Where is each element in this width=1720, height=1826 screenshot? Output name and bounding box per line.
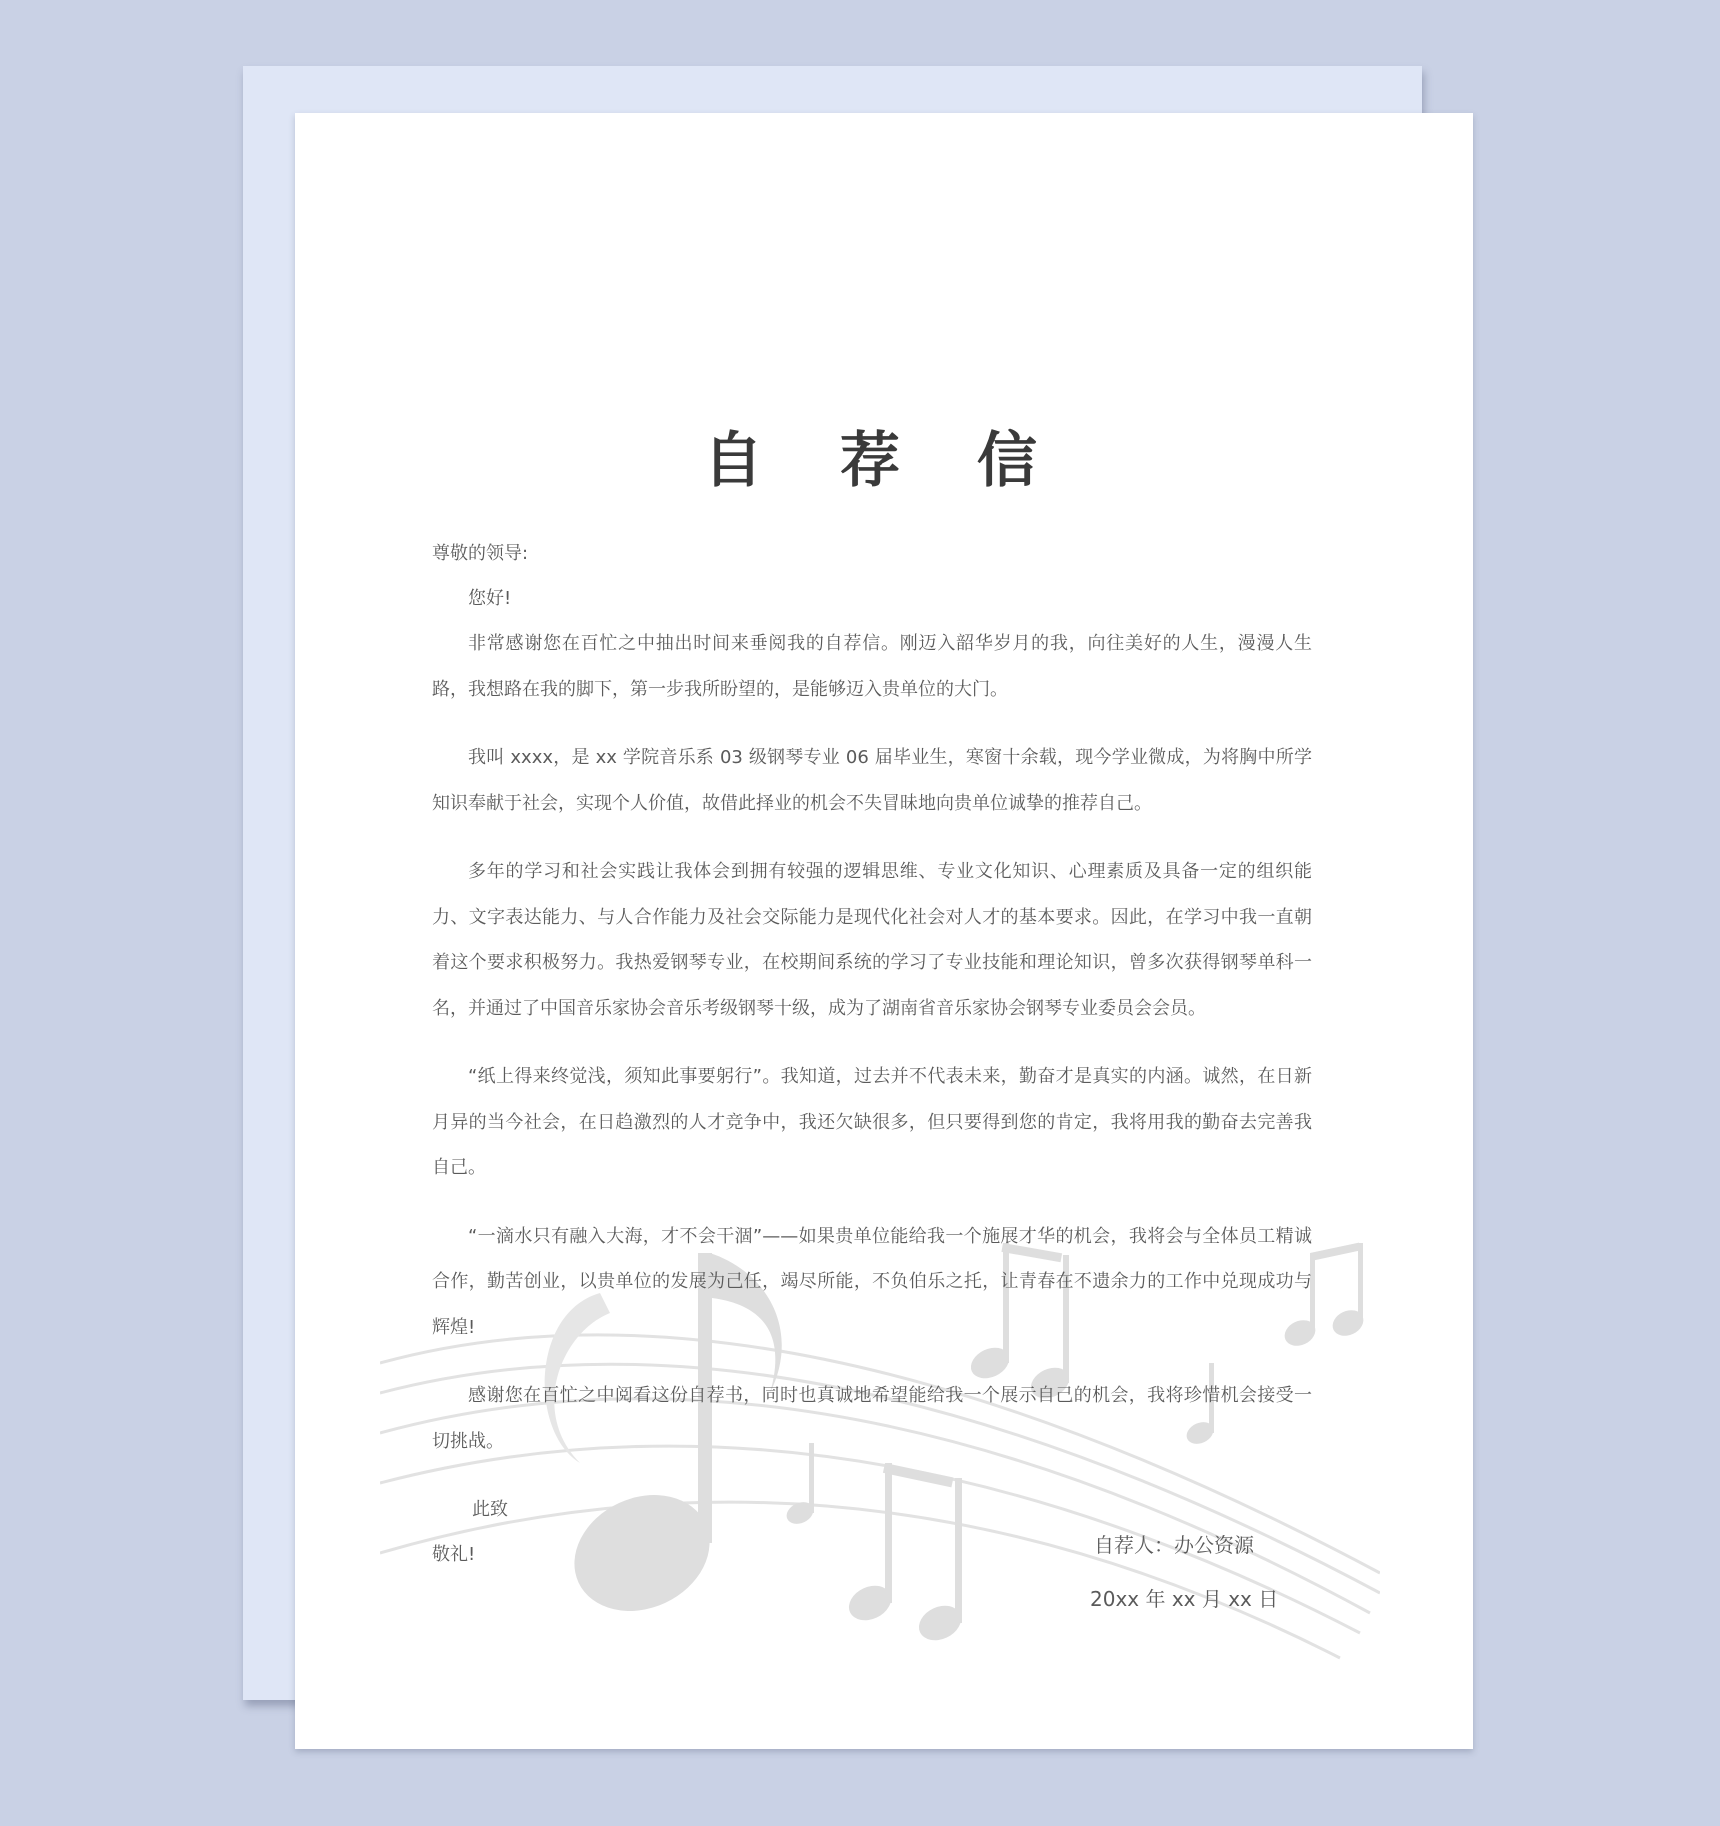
closing-regards: 敬礼!: [432, 1544, 476, 1565]
closing-salutation: 此致: [472, 1499, 508, 1520]
paragraph-2: 我叫 xxxx，是 xx 学院音乐系 03 级钢琴专业 06 届毕业生，寒窗十余载，现今学业微成，为将胸中所学知识奉献于社会，实现个人价值，故借此择业的机会不失冒昧地向贵单位诚挚的推荐自己。: [432, 747, 1312, 814]
paragraph-5: “一滴水只有融入大海，才不会干涸”——如果贵单位能给我一个施展才华的机会，我将会与全体员工精诚合作，勤苦创业，以贵单位的发展为己任，竭尽所能，不负伯乐之托，让青春在不遗余力的工作中兑现成功与辉煌!: [432, 1225, 1312, 1338]
signature-name: 自荐人：办公资源: [1094, 1533, 1254, 1557]
greeting: 您好!: [468, 588, 512, 609]
signature-block: [1090, 1518, 1290, 1626]
paragraph-4: “纸上得来终觉浅，须知此事要躬行”。我知道，过去并不代表未来，勤奋才是真实的内涵。诚然，在日新月异的当今社会，在日趋激烈的人才竞争中，我还欠缺很多，但只要得到您的肯定，我将用我的勤奋去完善我自己。: [432, 1066, 1312, 1178]
paragraph-3: 多年的学习和社会实践让我体会到拥有较强的逻辑思维、专业文化知识、心理素质及具备一定的组织能力、文字表达能力、与人合作能力及社会交际能力是现代化社会对人才的基本要求。因此，在学习中我一直朝着这个要求积极努力。我热爱钢琴专业，在校期间系统的学习了专业技能和理论知识，曾多次获得钢琴单科一名，并通过了中国音乐家协会音乐考级钢琴十级，成为了湖南省音乐家协会钢琴专业委员会会员。: [432, 861, 1312, 1019]
letter-page: [295, 113, 1473, 1749]
page-title: 自 荐 信: [703, 426, 1065, 496]
letter-body: [432, 531, 1312, 1577]
salutation: 尊敬的领导:: [432, 543, 529, 564]
paragraph-6: 感谢您在百忙之中阅看这份自荐书，同时也真诚地希望能给我一个展示自己的机会，我将珍惜机会接受一切挑战。: [432, 1385, 1312, 1452]
signature-date: 20xx 年 xx 月 xx 日: [1090, 1587, 1279, 1611]
paragraph-1: 非常感谢您在百忙之中抽出时间来垂阅我的自荐信。刚迈入韶华岁月的我，向往美好的人生，漫漫人生路，我想路在我的脚下，第一步我所盼望的，是能够迈入贵单位的大门。: [432, 633, 1312, 700]
